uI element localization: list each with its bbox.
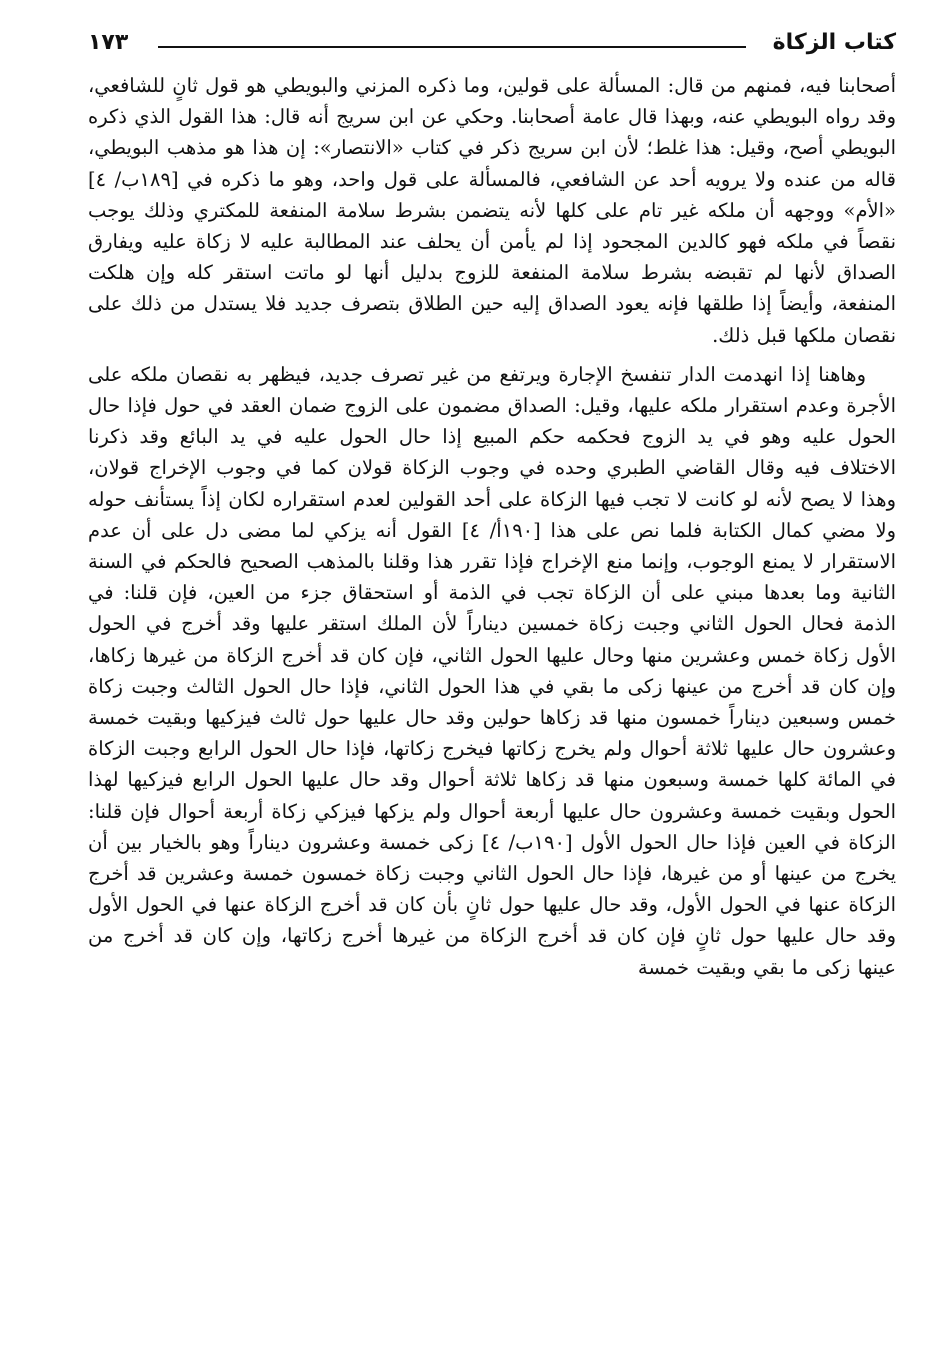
paragraph: أصحابنا فيه، فمنهم من قال: المسألة على قولين، وما ذكره المزني والبويطي هو قول ثانٍ للشافعي، وقد رواه البويطي عنه، وبهذا قال عامة أصحابنا. وحكي عن ابن سريج أنه قال: هذا القول الذي ذكره البويطي أصح، وقيل: هذا غلط؛ لأن ابن سريج ذكر في كتاب «الانتصار»: إن هذا هو مذهب البويطي، قاله من عنده ولا يرويه أحد عن الشافعي، فالمسألة على قول واحد، وهو ما ذكره في [١٨٩ب/ ٤] «الأم» ووجهه أن ملكه غير تام على كلها لأنه يتضمن بشرط سلامة المنفعة للمكتري وذلك يوجب نقصاً في ملكه فهو كالدين المجحود إذا لم يأمن أن يحلف عند المطالبة عليه لا زكاة عليه ويفارق الصداق لأنها لم تقبضه بشرط سلامة المنفعة للزوج بدليل أنها لو ماتت استقر كله وإن هلكت المنفعة، وأيضاً إذا طلقها فإنه يعود الصداق إليه حين الطلاق بتصرف جديد فلا يستدل من ذلك على نقصان ملكها قبل ذلك. [88,74,896,347]
page-number: ١٧٣ [88,30,129,55]
body-text [88,70,896,983]
chapter-title: كتاب الزكاة [772,30,896,55]
running-header [88,24,896,64]
header-rule [158,46,746,48]
paragraph: وهاهنا إذا انهدمت الدار تنفسخ الإجارة ويرتفع من غير تصرف جديد، فيظهر به نقصان ملكه على الأجرة وعدم استقرار ملكه عليها، وقيل: الصداق مضمون على الزوج ضمان العقد في حول فإذا حال الحول عليه وهو في يد الزوج فحكمه حكم المبيع إذا حال الحول عليه في يد البائع وقد ذكرنا الاختلاف فيه وقال القاضي الطبري وحده في وجوب الزكاة قولان كما في وجوب الإخراج قولان، وهذا لا يصح لأنه لو كانت لا تجب فيها الزكاة على أحد القولين لعدم استقراره لكان إذاً يستأنف حوله ولا مضي كمال الكتابة فلما نص على هذا [١٩٠أ/ ٤] القول أنه يزكي لما مضى دل على أن عدم الاستقرار لا يمنع الوجوب، وإنما منع الإخراج فإذا تقرر هذا وقلنا بالمذهب الصحيح فالحكم في السنة الثانية وما بعدها مبني على أن الزكاة تجب في الذمة أو استحقاق جزء من العين، فإن قلنا: في الذمة فحال الحول الثاني وجبت زكاة خمسين ديناراً لأن الملك استقر عليها وقد أخرج في الحول الأول زكاة خمس وعشرين منها وحال عليها الحول الثاني، فإن كان قد أخرج الزكاة من غيرها زكاها، وإن كان قد أخرج من عينها زكى ما بقي في هذا الحول الثاني، فإذا حال الحول الثالث وجبت زكاة خمس وسبعين ديناراً خمسون منها قد زكاها حولين وقد حال عليها حول ثالث فيزكيها وبقيت خمسة وعشرون حال عليها ثلاثة أحوال ولم يخرج زكاتها فيخرج زكاتها، فإذا حال الحول الرابع وجبت الزكاة في المائة كلها خمسة وسبعون منها قد زكاها ثلاثة أحوال وقد حال عليها الحول الرابع فيزكيها لهذا الحول وبقيت خمسة وعشرون حال عليها أربعة أحوال ولم يزكها فيزكي زكاة أربعة أحوال فإن قلنا: الزكاة في العين فإذا حال الحول الأول [١٩٠ب/ ٤] زكى خمسة وعشرون ديناراً وهو بالخيار بين أن يخرج من عينها أو من غيرها، فإذا حال الحول الثاني وجبت زكاة خمسون خمسة وعشرين قد أخرج الزكاة عنها في الحول الأول، وقد حال عليها حول ثانٍ بأن كان قد أخرج الزكاة عنها في الحول الأول وقد حال عليها حول ثانٍ فإن كان قد أخرج الزكاة من غيرها أخرج زكاتها، وإن كان قد أخرج من عينها زكى ما بقي وبقيت خمسة [88,362,897,979]
